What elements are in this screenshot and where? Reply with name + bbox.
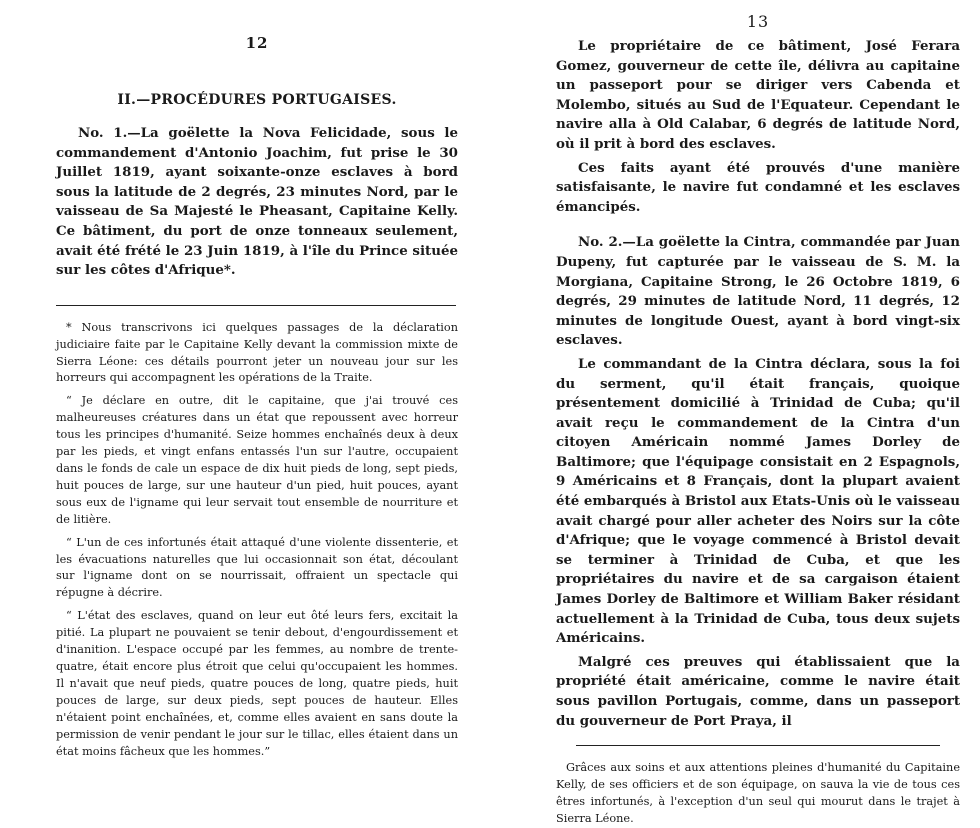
paragraph-owner: Le propriétaire de ce bâtiment, José Ferara Gomez, gouverneur de cette île, délivra au capitaine un passeport pour se diriger vers Cabenda et Molembo, situés au Sud de l'Equateur. Cependant le navire alla à Old Calabar, 6 degrés de latitude Nord, où il prit à bord des esclaves. (556, 38, 960, 152)
footnote-paragraph: Grâces aux soins et aux attentions pleines d'humanité du Capitaine Kelly, de ses officiers et de son équipage, on sauva la vie de tous ces êtres infortunés, à l'exception d'un seul qui mourut dans le trajet à Sierra Léone. (556, 761, 960, 825)
footnote-divider (56, 305, 456, 306)
footnote-paragraph: “ Je déclare en outre, dit le capitaine, que j'ai trouvé ces malheureuses créatures dans un état que repoussent avec horreur tous les principes d'humanité. Seize hommes enchaînés deux à deux par les pieds, et vingt enfans entassés l'un sur l'autre, occupaient dans le fonds de cale un espace de dix huit pieds de long, sept pieds, huit pouces de large, sur une hauteur d'un pied, huit pouces, ayant sous eux de l'igname qui leur servait tout ensemble de nourriture et de litière. (56, 394, 458, 526)
section-title: II.—PROCÉDURES PORTUGAISES. (117, 92, 397, 108)
footnote-paragraph: “ L'un de ces infortunés était attaqué d'une violente dissenterie, et les évacuations naturelles que lui occasionnait son état, découlant sur l'igname dont on se nourrissait, offraient un spectacle qui répugne à décrire. (56, 535, 458, 600)
left-page (0, 0, 480, 758)
paragraph-declaration: Le commandant de la Cintra déclara, sous la foi du serment, qu'il était français, quoique présentement domicilié à Trinidad de Cuba; qu'il avait reçu le commandement de la Cintra d'un citoyen Américain nommé James Dorley de Baltimore; que l'équipage consistait en 2 Espagnols, 9 Américains et 8 Français, dont la plupart avaient été embarqués à Bristol aux Etats-Unis où le vaisseau avait chargé pour aller acheter des Noirs sur la côte d'Afrique; que le voyage commencé à Bristol devait se terminer à Trinidad de Cuba, et que les propriétaires du navire et de sa cargaison étaient James Dorley de Baltimore et William Baker résidant actuellement à la Trinidad de Cuba, tous deux sujets Américains. (556, 355, 960, 647)
footnote-paragraph: * Nous transcrivons ici quelques passages de la déclaration judiciaire faite par le Capitaine Kelly devant la commission mixte de Sierra Léone: ces détails pourront jeter un nouveau jour sur les horreurs qui accompagnent les opérations de la Traite. (56, 320, 458, 385)
paragraph-verdict: Ces faits ayant été prouvés d'une manière satisfaisante, le navire fut condamné et les esclaves émancipés. (556, 159, 960, 215)
paragraph-no2: No. 2.—La goëlette la Cintra, commandée par Juan Dupeny, fut capturée par le vaisseau de S. M. la Morgiana, Capitaine Strong, le 26 Octobre 1819, 6 degrés, 29 minutes de latitude Nord, 11 degrés, 12 minutes de longitude Ouest, ayant à bord vingt-six esclaves. (556, 234, 960, 349)
paragraph-no1: No. 1.—La goëlette la Nova Felicidade, sous le commandement d'Antonio Joachim, fut prise le 30 Juillet 1819, ayant soixante-onze esclaves à bord sous la latitude de 2 degrés, 23 minutes Nord, par le vaisseau de Sa Majesté le Pheasant, Capitaine Kelly. Ce bâtiment, du port de onze tonneaux seulement, avait été frété le 23 Juin 1819, à l'île du Prince située sur les côtes d'Afrique*. (56, 125, 458, 279)
footnote-divider (576, 745, 940, 746)
paragraph-proof: Malgré ces preuves qui établissaient que la propriété était américaine, comme le navire était sous pavillon Portugais, comme, dans un passeport du gouverneur de Port Praya, il (556, 653, 960, 729)
footnote-paragraph: “ L'état des esclaves, quand on leur eut ôté leurs fers, excitait la pitié. La plupart ne pouvaient se tenir debout, d'engourdissement et d'inanition. L'espace occupé par les femmes, au nombre de trente-quatre, était encore plus étroit que celui qu'occupaient les hommes. Il n'avait que neuf pieds, quatre pouces de long, quatre pieds, huit pouces de large, sur deux pieds, sept pouces de hauteur. Elles n'étaient point enchaînées, et, comme elles avaient en sans doute la permission de venir pendant le jour sur le tillac, elles étaient dans un état moins fâcheux que les hommes.” (56, 609, 458, 758)
paragraph-gap (556, 221, 960, 233)
page-number-right: 13 (746, 12, 770, 31)
page-number-left: 12 (245, 34, 269, 52)
right-page (490, 0, 980, 825)
